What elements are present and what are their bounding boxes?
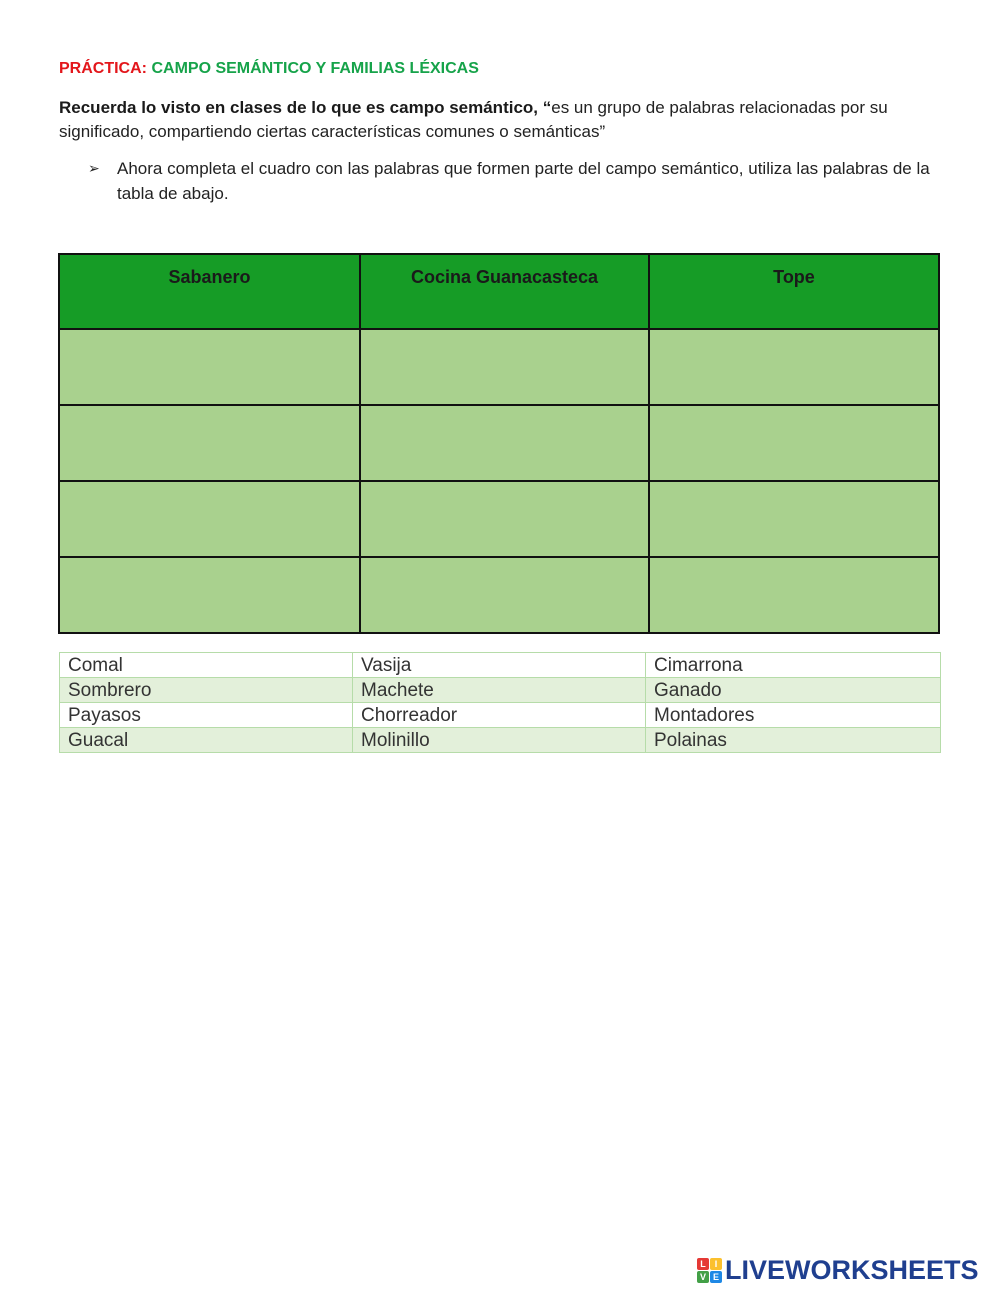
liveworksheets-logo bbox=[697, 1255, 979, 1285]
logo-text: LIVEWORKSHEETS bbox=[725, 1254, 979, 1285]
word-cell: Payasos bbox=[60, 703, 353, 728]
word-cell: Chorreador bbox=[353, 703, 646, 728]
word-cell: Machete bbox=[353, 678, 646, 703]
word-cell: Cimarrona bbox=[646, 653, 941, 678]
word-row bbox=[60, 678, 941, 703]
answer-cell[interactable] bbox=[649, 405, 939, 481]
answer-cell[interactable] bbox=[360, 329, 649, 405]
answer-cell[interactable] bbox=[360, 557, 649, 633]
instruction-text: Ahora completa el cuadro con las palabras que formen parte del campo semántico, utiliza las palabras de la tabla de abajo. bbox=[117, 159, 930, 203]
word-row bbox=[60, 728, 941, 753]
word-cell: Polainas bbox=[646, 728, 941, 753]
word-cell: Guacal bbox=[60, 728, 353, 753]
answer-cell[interactable] bbox=[59, 481, 360, 557]
answer-cell[interactable] bbox=[360, 481, 649, 557]
instruction-item bbox=[88, 156, 938, 206]
arrow-bullet-icon: ➢ bbox=[88, 160, 100, 176]
intro-definition-text: es un grupo de palabras relacionadas por su significado, compartiendo ciertas características comunes o semánticas” bbox=[59, 98, 888, 141]
word-cell: Molinillo bbox=[353, 728, 646, 753]
word-cell: Montadores bbox=[646, 703, 941, 728]
page-title bbox=[59, 60, 479, 78]
answer-table-header-row bbox=[59, 254, 939, 329]
word-cell: Ganado bbox=[646, 678, 941, 703]
answer-cell[interactable] bbox=[649, 329, 939, 405]
column-header-cocina: Cocina Guanacasteca bbox=[360, 254, 649, 329]
answer-row bbox=[59, 405, 939, 481]
word-cell: Sombrero bbox=[60, 678, 353, 703]
intro-paragraph bbox=[59, 96, 949, 144]
title-topic: CAMPO SEMÁNTICO Y FAMILIAS LÉXICAS bbox=[151, 60, 479, 77]
word-bank-table bbox=[59, 652, 941, 753]
column-header-sabanero: Sabanero bbox=[59, 254, 360, 329]
answer-table bbox=[58, 253, 940, 634]
answer-cell[interactable] bbox=[360, 405, 649, 481]
word-cell: Comal bbox=[60, 653, 353, 678]
answer-cell[interactable] bbox=[59, 329, 360, 405]
answer-cell[interactable] bbox=[59, 405, 360, 481]
column-header-tope: Tope bbox=[649, 254, 939, 329]
answer-row bbox=[59, 481, 939, 557]
answer-row bbox=[59, 557, 939, 633]
answer-cell[interactable] bbox=[59, 557, 360, 633]
answer-cell[interactable] bbox=[649, 481, 939, 557]
word-row bbox=[60, 703, 941, 728]
live-logo-icon: L I V E bbox=[697, 1258, 722, 1283]
answer-cell[interactable] bbox=[649, 557, 939, 633]
answer-row bbox=[59, 329, 939, 405]
word-cell: Vasija bbox=[353, 653, 646, 678]
intro-bold-text: Recuerda lo visto en clases de lo que es campo semántico, “ bbox=[59, 98, 552, 117]
title-label: PRÁCTICA: bbox=[59, 60, 147, 77]
word-row bbox=[60, 653, 941, 678]
